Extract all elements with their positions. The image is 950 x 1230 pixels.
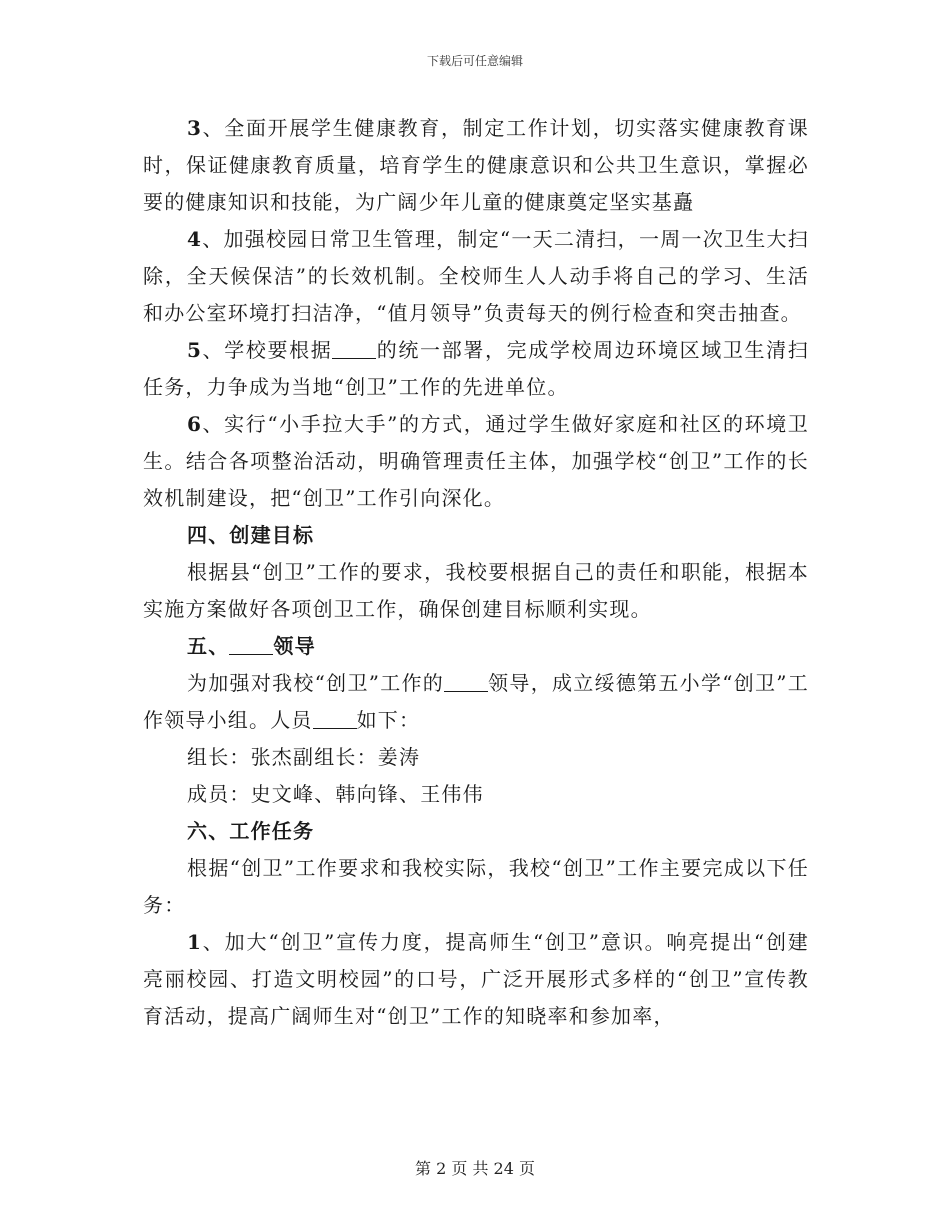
paragraph-item-6 xyxy=(143,406,809,517)
document-body xyxy=(143,110,809,1035)
page-header: 下载后可任意编辑 xyxy=(426,54,523,68)
item-number: 4 xyxy=(187,227,203,251)
section-heading-5 xyxy=(143,628,809,665)
paragraph-item-1 xyxy=(143,924,809,1035)
item-number: 6 xyxy=(187,412,203,436)
blank-underline xyxy=(313,708,357,729)
paragraph-item-5 xyxy=(143,332,809,406)
paragraph-text: 、学校要根据 xyxy=(202,338,333,362)
paragraph-item-4 xyxy=(143,221,809,332)
blank-underline xyxy=(332,338,376,359)
paragraph-text: 、加强校园日常卫生管理，制定“一天二清扫，一周一次卫生大扫除，全天候保洁”的长效机制。全校师生人人动手将自己的学习、生活和办公室环境打扫洁净，“值月领导”负责每天的例行检查和突击抽查。 xyxy=(143,227,809,325)
paragraph-text: 、加大“创卫”宣传力度，提高师生“创卫”意识。响亮提出“创建亮丽校园、打造文明校园”的口号，广泛开展形式多样的“创卫”宣传教育活动，提高广阔师生对“创卫”工作的知晓率和参加率， xyxy=(143,930,809,1028)
paragraph-tasks: 根据“创卫”工作要求和我校实际，我校“创卫”工作主要完成以下任务： xyxy=(143,856,809,917)
paragraph-text: 为加强对我校“创卫”工作的 xyxy=(187,671,445,695)
paragraph-leadership xyxy=(143,665,809,739)
section-heading-4: 四、创建目标 xyxy=(187,523,315,547)
paragraph-leader: 组长：张杰副组长：姜涛 xyxy=(187,745,421,769)
paragraph-text: 的统一部署，完成学校周边环境区域卫生清扫任务，力争成为当地“创卫”工作的先进单位。 xyxy=(143,338,810,399)
paragraph-goal: 根据县“创卫”工作的要求，我校要根据自己的责任和职能，根据本实施方案做好各项创卫工作，确保创建目标顺利实现。 xyxy=(143,560,809,621)
blank-underline xyxy=(444,671,488,692)
paragraph-text: 领导，成立绥德第五小学“创卫”工作领导小组。人员 xyxy=(143,671,809,732)
item-number: 5 xyxy=(187,338,203,362)
item-number: 3 xyxy=(187,116,203,140)
paragraph-item-3 xyxy=(143,110,809,221)
heading-text: 五、 xyxy=(187,634,230,658)
paragraph-text: 、全面开展学生健康教育，制定工作计划，切实落实健康教育课时，保证健康教育质量，培育学生的健康意识和公共卫生意识，掌握必要的健康知识和技能，为广阔少年儿童的健康奠定坚实基矗 xyxy=(143,116,809,214)
section-heading-6: 六、工作任务 xyxy=(187,819,315,843)
paragraph-text: 、实行“小手拉大手”的方式，通过学生做好家庭和社区的环境卫生。结合各项整治活动，明确管理责任主体，加强学校“创卫”工作的长效机制建设，把“创卫”工作引向深化。 xyxy=(143,412,809,510)
item-number: 1 xyxy=(187,930,203,954)
page-footer: 第 2 页 共 24 页 xyxy=(415,1159,535,1178)
heading-text: 领导 xyxy=(273,634,316,658)
paragraph-members: 成员：史文峰、韩向锋、王伟伟 xyxy=(187,782,484,806)
blank-underline xyxy=(229,634,273,655)
paragraph-text: 如下： xyxy=(356,708,421,732)
